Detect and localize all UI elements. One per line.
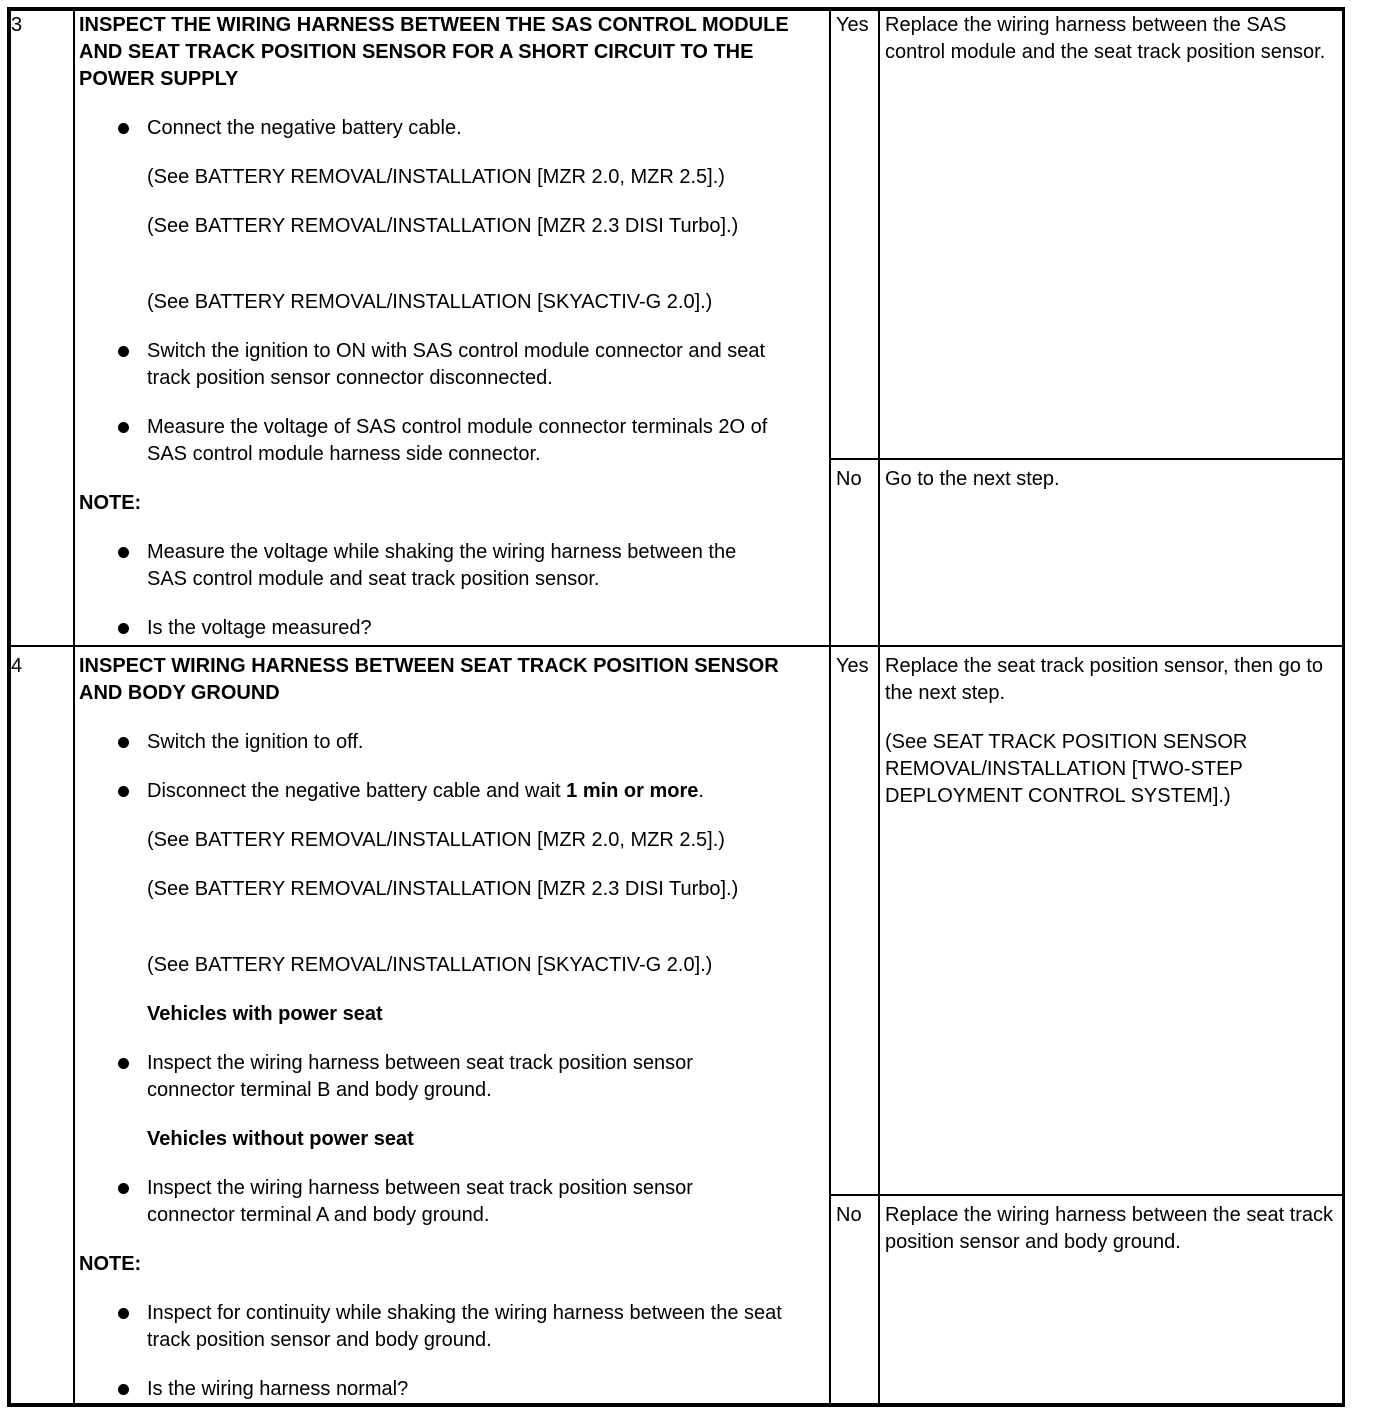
- bullet-icon: [118, 786, 129, 797]
- no-action: Replace the wiring harness between the seat track position sensor and body ground.: [885, 1204, 1334, 1253]
- bullet-icon: [118, 623, 129, 634]
- subheading: Vehicles with power seat: [147, 1003, 383, 1025]
- no-action: Go to the next step.: [885, 468, 1060, 490]
- bullet-icon: [118, 1183, 129, 1194]
- step-title: INSPECT THE WIRING HARNESS BETWEEN THE SAS CONTROL MODULE AND SEAT TRACK POSITION SENSOR FOR A SHORT CIRCUIT TO THE POWER SUPPLY: [79, 14, 789, 90]
- reference-link[interactable]: (See BATTERY REMOVAL/INSTALLATION [MZR 2.0, MZR 2.5].): [147, 829, 725, 851]
- no-label: No: [836, 1204, 862, 1226]
- note-label: NOTE:: [79, 492, 142, 514]
- bullet-icon: [118, 123, 129, 134]
- bullet-icon: [118, 547, 129, 558]
- step-number: 4: [11, 655, 23, 677]
- reference-link[interactable]: (See SEAT TRACK POSITION SENSOR REMOVAL/INSTALLATION [TWO-STEP DEPLOYMENT CONTROL SYSTEM].): [885, 731, 1248, 807]
- column-divider-answer: [829, 8, 831, 1406]
- bullet-icon: [118, 1058, 129, 1069]
- reference-link[interactable]: (See BATTERY REMOVAL/INSTALLATION [SKYACTIV-G 2.0].): [147, 291, 713, 313]
- bullet-icon: [118, 422, 129, 433]
- step-title: INSPECT WIRING HARNESS BETWEEN SEAT TRACK POSITION SENSOR AND BODY GROUND: [79, 655, 779, 704]
- step-number: 3: [11, 14, 23, 36]
- bullet-icon: [118, 737, 129, 748]
- bullet-icon: [118, 1384, 129, 1395]
- subheading: Vehicles without power seat: [147, 1128, 414, 1150]
- row4-yes-no-divider: [830, 1194, 1344, 1196]
- reference-link[interactable]: (See BATTERY REMOVAL/INSTALLATION [SKYACTIV-G 2.0].): [147, 954, 713, 976]
- reference-link[interactable]: (See BATTERY REMOVAL/INSTALLATION [MZR 2.3 DISI Turbo].): [147, 215, 739, 237]
- column-divider-step: [73, 8, 75, 1406]
- yes-label: Yes: [836, 655, 869, 677]
- note-label: NOTE:: [79, 1253, 142, 1275]
- bullet-icon: [118, 346, 129, 357]
- column-divider-action: [878, 8, 880, 1406]
- reference-link[interactable]: (See BATTERY REMOVAL/INSTALLATION [MZR 2.0, MZR 2.5].): [147, 166, 725, 188]
- yes-action: Replace the wiring harness between the SAS control module and the seat track position sensor.: [885, 14, 1326, 63]
- reference-link[interactable]: (See BATTERY REMOVAL/INSTALLATION [MZR 2.3 DISI Turbo].): [147, 878, 739, 900]
- emphasis-text: 1 min or more: [566, 780, 699, 802]
- row3-yes-no-divider: [830, 458, 1344, 460]
- no-label: No: [836, 468, 862, 490]
- yes-action: Replace the seat track position sensor, then go to the next step.: [885, 655, 1324, 704]
- yes-label: Yes: [836, 14, 869, 36]
- row-divider-step3-step4: [8, 645, 1344, 647]
- bullet-icon: [118, 1308, 129, 1319]
